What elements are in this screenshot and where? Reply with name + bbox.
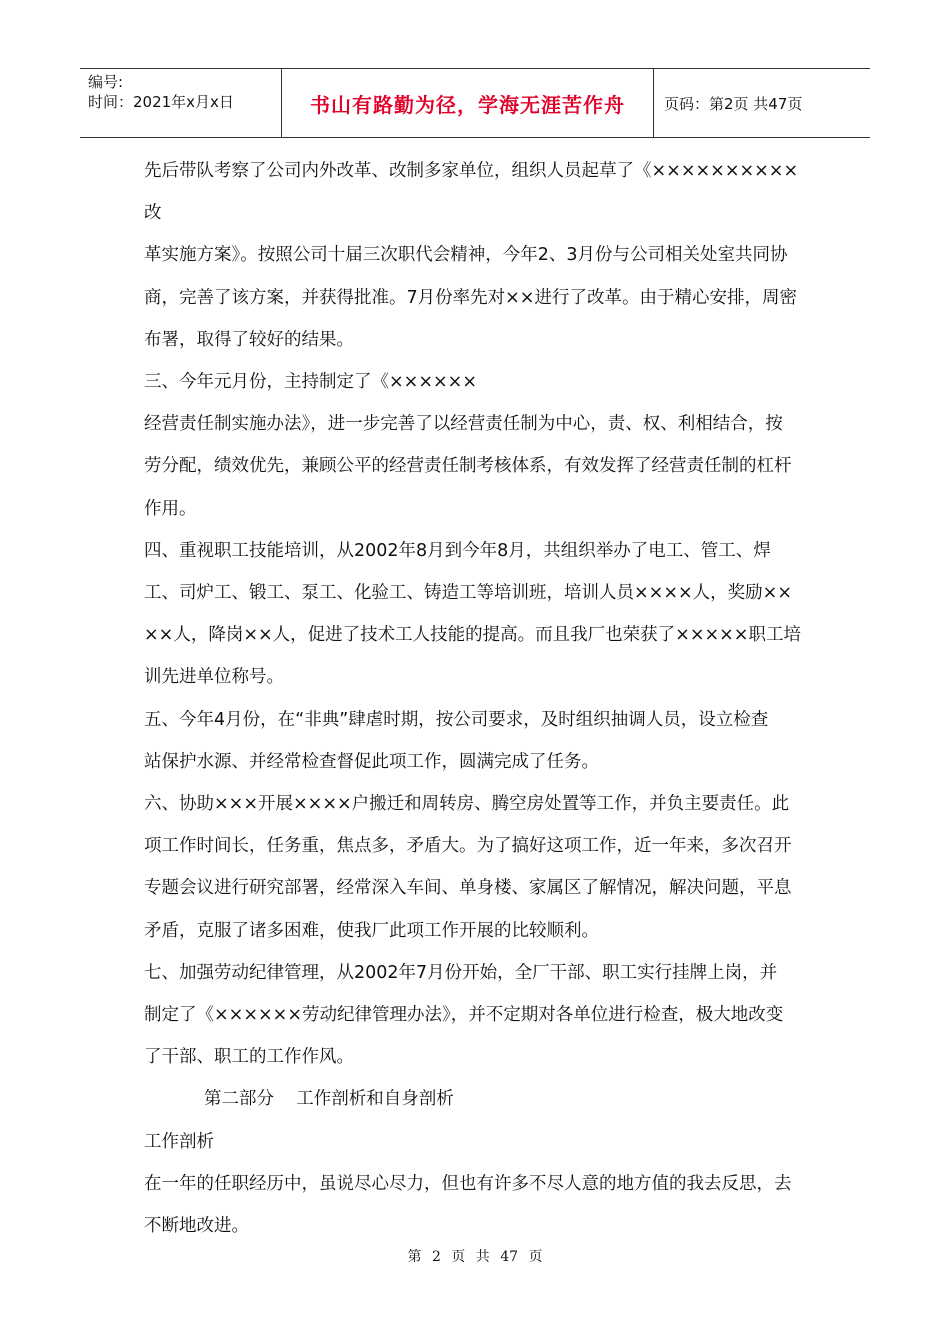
body-line: 商，完善了该方案，并获得批准。7月份率先对××进行了改革。由于精心安排，周密 <box>144 287 797 308</box>
header-meta <box>80 69 282 137</box>
body-line: 矛盾，克服了诸多困难，使我厂此项工作开展的比较顺利。 <box>144 920 599 941</box>
sub-heading: 工作剖析 <box>144 1131 214 1152</box>
body-line: 专题会议进行研究部署，经常深入车间、单身楼、家属区了解情况，解决问题，平息 <box>144 878 792 899</box>
body-line: 四、重视职工技能培训，从2002年8月到今年8月，共组织举办了电工、管工、焊 <box>144 540 771 561</box>
body-line: 工、司炉工、锻工、泵工、化验工、铸造工等培训班，培训人员××××人，奖励×× <box>144 583 792 604</box>
body-line: 制定了《××××××劳动纪律管理办法》，并不定期对各单位进行检查，极大地改变 <box>144 1005 784 1026</box>
body-line: 先后带队考察了公司内外改革、改制多家单位，组织人员起草了《××××××××××改 <box>144 161 799 224</box>
body-line: 在一年的任职经历中，虽说尽心尽力，但也有许多不尽人意的地方值的我去反思，去 <box>144 1173 792 1194</box>
body-line: 站保护水源、并经常检查督促此项工作，圆满完成了任务。 <box>144 751 599 772</box>
motto-text: 书山有路勤为径，学海无涯苦作舟 <box>310 92 625 117</box>
section-heading: 第二部分 工作剖析和自身剖析 <box>204 1089 454 1110</box>
body-line: 项工作时间长，任务重，焦点多，矛盾大。为了搞好这项工作，近一年来，多次召开 <box>144 836 792 857</box>
body-line: 六、协助×××开展××××户搬迁和周转房、腾空房处置等工作，并负主要责任。此 <box>144 794 790 815</box>
body-line: 训先进单位称号。 <box>144 667 284 688</box>
body-line: 五、今年4月份，在“非典”肆虐时期，按公司要求，及时组织抽调人员，设立检查 <box>144 709 769 730</box>
body-line: 七、加强劳动纪律管理，从2002年7月份开始，全厂干部、职工实行挂牌上岗，并 <box>144 962 778 983</box>
body-line: 革实施方案》。按照公司十届三次职代会精神，今年2、3月份与公司相关处室共同协 <box>144 245 788 266</box>
body-line: 劳分配，绩效优先，兼顾公平的经营责任制考核体系，有效发挥了经营责任制的杠杆 <box>144 456 792 477</box>
body-line: 布署，取得了较好的结果。 <box>144 329 354 350</box>
page-footer: 第 2 页 共 47 页 <box>407 1249 543 1265</box>
body-line: 三、今年元月份，主持制定了《×××××× <box>144 372 477 393</box>
header-page-cell <box>654 69 870 137</box>
document-body <box>144 150 809 1247</box>
body-line: 了干部、职工的工作作风。 <box>144 1047 354 1068</box>
page-header <box>80 68 870 138</box>
date-label: 时间：2021年x月x日 <box>88 93 234 111</box>
body-line: 不断地改进。 <box>144 1216 249 1237</box>
header-motto-cell <box>282 69 654 137</box>
body-line: ××人，降岗××人，促进了技术工人技能的提高。而且我厂也荣获了×××××职工培 <box>144 625 801 646</box>
number-label: 编号: <box>88 73 124 91</box>
page-info: 页码：第2页 共47页 <box>664 94 803 113</box>
body-line: 经营责任制实施办法》，进一步完善了以经营责任制为中心，责、权、利相结合，按 <box>144 414 783 435</box>
body-line: 作用。 <box>144 498 197 519</box>
